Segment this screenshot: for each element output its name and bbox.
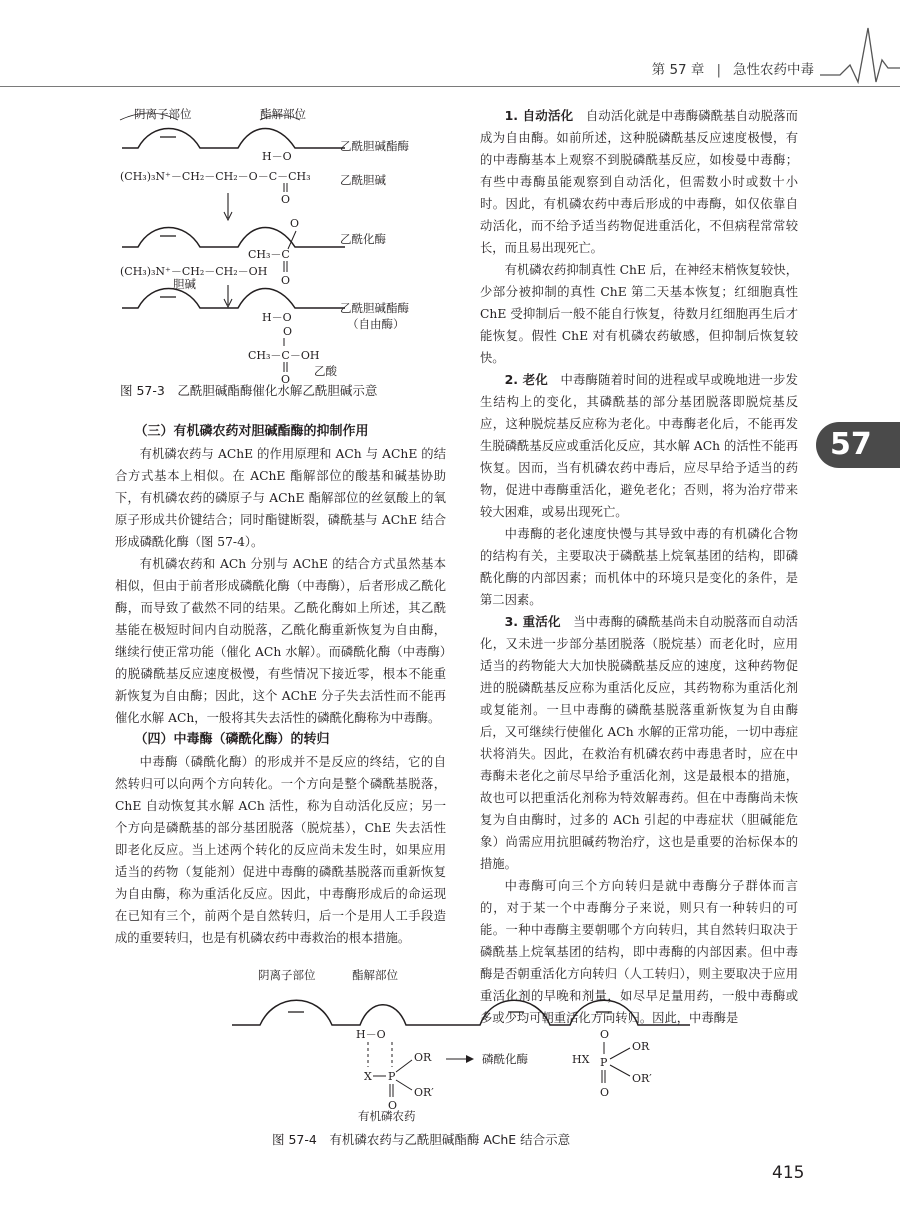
right-column [480,105,798,1029]
acetyl-ch3c: CH₃－C [248,248,290,261]
or2-group: OR′ [414,1086,434,1099]
acetyl-carbonyl-o: O [281,274,291,287]
phosphorus-atom-2: P [600,1056,608,1069]
paragraph-aging [480,369,798,523]
paragraph-reactivation [480,611,798,875]
phosphorus-atom: P [388,1070,396,1083]
ester-site-label-2: 酯解部位 [352,968,398,982]
chapter-title: 急性农药中毒 [733,62,814,78]
subheading-3: 3. 重活化 [504,614,561,629]
chapter-number: 第 57 章 [651,62,705,78]
header-separator: | [716,62,721,78]
figure-57-4 [220,962,700,1122]
ester-site-label: 酯解部位 [260,107,306,121]
paragraph-text: 当中毒酶的磷酰基尚未自动脱落而自动活化，又未进一步部分基团脱落（脱烷基）而老化时，应用适当的药物能大大加快脱磷酰基反应的速度，这种药物促进的脱磷酰基反应称为重活化反应，其药物称为重活化剂或复能剂。一旦中毒酶的磷酰基脱落重新恢复为自由酶后，又可继续行使催化 ACh 水解的正常功能，一切中毒症状将消失。因此，在救治有机磷农药中毒患者时，应在中毒酶未老化之前尽早给予重活化剂，这是最根本的措施，故也可以把重活化剂称为特效解毒药。但在中毒酶尚未恢复为自由酶时，过多的 ACh 引起的中毒症状（胆碱能危象）尚需应用抗胆碱药物治疗，这也是重要的治标保本的措施。 [480,615,798,871]
free-enzyme-label: （自由酶） [347,317,405,331]
choline-formula: (CH₃)₃N⁺－CH₂－CH₂－OH [120,265,268,278]
leaving-group-x: X [364,1070,372,1083]
acetyl-o: O [290,217,300,230]
acid-o: O [283,325,293,338]
acid-carbonyl-o: O [281,373,291,385]
paragraph-auto-activation [480,105,798,259]
paragraph: 有机磷农药抑制真性 ChE 后，在神经末梢恢复较快，少部分被抑制的真性 ChE 第二天基本恢复；红细胞真性 ChE 受抑制后一般不能自行恢复，待数月红细胞再生后才能恢复。假性 ChE 对有机磷农药敏感，但抑制后恢复较快。 [480,263,798,365]
ach-formula: (CH₃)₃N⁺－CH₂－CH₂－O－C－CH₃ [120,170,311,183]
or2-group-2: OR′ [632,1072,652,1085]
section-heading-4: （四）中毒酶（磷酰化酶）的转归 [134,732,330,747]
chapter-tab: 57 [816,422,900,468]
paragraph: 中毒酶（磷酰化酶）的形成并不是反应的终结，它的自然转归可以向两个方向转化。一个方向是整个磷酰基脱落，ChE 自动恢复其水解 ACh 活性，称为自动活化反应；另一个方向是磷酰基的部分基团脱落（脱烷基），ChE 失去活性即老化反应。当上述两个转化的反应尚未发生时，如果应用适当的药物（复能剂）促进中毒酶的磷酰基脱落而重新恢复为自由酶，称为重活化反应。因此，中毒酶形成后的命运现在已知有三个，前两个是自然转归，后一个是用人工手段造成的重要转归，也是有机磷农药中毒救治的根本措施。 [115,755,446,945]
ho-group-3: H－O [356,1028,386,1041]
figure-57-3-caption: 图 57-3 乙酰胆碱酯酶催化水解乙酰胆碱示意 [120,383,378,398]
organophosphate-label: 有机磷农药 [358,1109,416,1122]
anion-site-label: 阴离子部位 [134,107,192,121]
anion-site-label-2: 阴离子部位 [258,968,316,982]
paragraph: 中毒酶的老化速度快慢与其导致中毒的有机磷化合物的结构有关，主要取决于磷酰基上烷氧基团的结构，即磷酰化酶的内部因素；而机体中的环境只是变化的条件，是第二因素。 [480,527,798,607]
subheading-2: 2. 老化 [504,372,549,387]
heartbeat-line-icon [820,20,900,90]
acetic-acid-label: 乙酸 [314,364,337,378]
paragraph-text: 中毒酶随着时间的进程或早或晚地进一步发生结构上的变化，其磷酰基的部分基团脱落即脱烷基反应，这种脱烷基反应称为老化。中毒酶老化后，不能再发生脱磷酰基反应或重活化反应，其水解 ACh 的活性不能再恢复。因而，当有机磷农药中毒后，应尽早给予适当的药物，促进中毒酶重活化，避免老化；否则，将为治疗带来较大困难，或易出现死亡。 [480,373,798,519]
paragraph-text: 自动活化就是中毒酶磷酰基自动脱落而成为自由酶。如前所述，这种脱磷酰基反应速度极慢，有的中毒酶基本上观察不到脱磷酰基反应，如梭曼中毒酶；有些中毒酶虽能观察到自动活化，但需数小时或数十小时。因此，有机磷农药中毒后形成的中毒酶，如仅依靠自动活化，而不给予适当药物促进重活化，不但病程常常较长，而且易出现死亡。 [480,109,798,255]
ho-group-2: H－O [262,311,292,324]
ache-label: 乙酰胆碱酯酶 [340,139,409,153]
figure-57-4-caption: 图 57-4 有机磷农药与乙酰胆碱酯酶 AChE 结合示意 [272,1132,571,1147]
acetic-acid-formula: CH₃－C－OH [248,349,320,362]
serine-o: O [600,1028,610,1041]
phosphoryl-o: O [388,1099,398,1112]
header-rule [0,86,900,87]
figure-57-3 [100,100,460,385]
choline-label: 胆碱 [173,277,196,291]
phosphoryl-o-2: O [600,1086,610,1099]
running-header [652,58,814,78]
acetylated-enzyme-label: 乙酰化酶 [340,232,386,246]
subheading-1: 1. 自动活化 [504,108,574,123]
or-group: OR [414,1051,432,1064]
page-number: 415 [772,1163,805,1183]
ho-group: H－O [262,150,292,163]
ach-label: 乙酰胆碱 [340,173,386,187]
left-column [115,421,446,949]
hx-label: HX [572,1053,590,1066]
paragraph: 有机磷农药和 ACh 分别与 AChE 的结合方式虽然基本相似，但由于前者形成磷酰化酶（中毒酶），后者形成乙酰化酶，而导致了截然不同的结果。乙酰化酶如上所述，其乙酰基能在极短时间内自动脱落，乙酰化酶重新恢复为自由酶，继续行使正常功能（催化 ACh 水解）。而磷酰化酶（中毒酶）的脱磷酰基反应速度极慢，有些情况下接近零，根本不能重新恢复为自由酶；因此，这个 AChE 分子失去活性而不能再催化水解 ACh，一般将其失去活性的磷酰化酶称为中毒酶。 [115,557,446,725]
paragraph: 有机磷农药与 AChE 的作用原理和 ACh 与 AChE 的结合方式基本上相似。在 AChE 酯解部位的酸基和碱基协助下，有机磷农药的磷原子与 AChE 酯解部位的丝氨酸上的氧原子形成共价键结合；同时酯键断裂，磷酰基与 AChE 结合形成磷酰化酶（图 57-4）。 [115,447,446,549]
ache-label-2: 乙酰胆碱酯酶 [340,301,409,315]
section-heading-3: （三）有机磷农药对胆碱酯酶的抑制作用 [134,424,369,439]
or-group-2: OR [632,1040,650,1053]
ach-carbonyl-o: O [281,193,291,206]
paragraph: 中毒酶可向三个方向转归是就中毒酶分子群体而言的，对于某一个中毒酶分子来说，则只有一种转归的可能。一种中毒酶主要朝哪个方向转归，其自然转归取决于磷酰基上烷氧基团的结构，即中毒酶的内部因素。但中毒酶是否朝重活化方向转归（人工转归），则主要取决于应用重活化剂的早晚和剂量，如尽早足量用药，一般中毒酶或多或少均可朝重活化方向转归。因此，中毒酶是 [480,879,798,1025]
phosphorylated-enzyme-label: 磷酰化酶 [482,1052,528,1066]
